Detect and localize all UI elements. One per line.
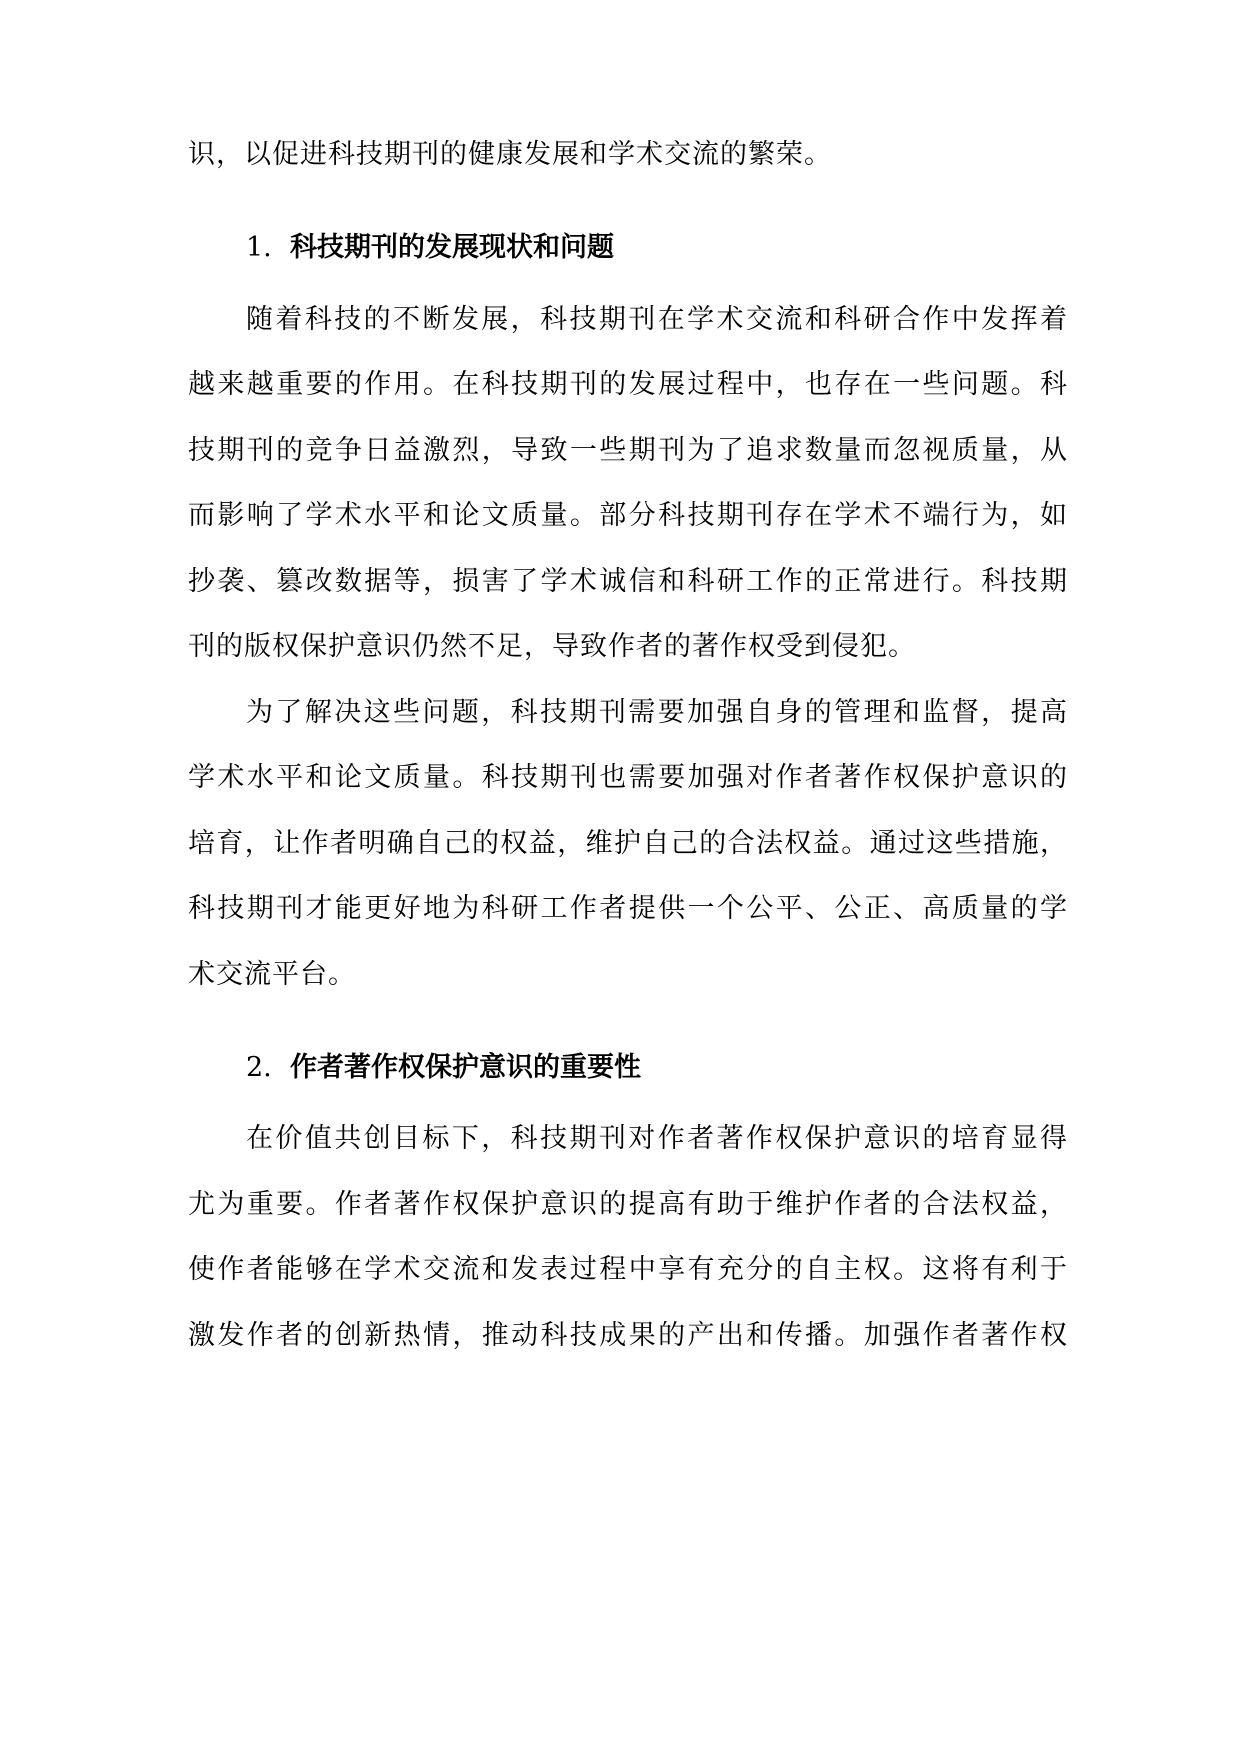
paragraph-line: 科技期刊才能更好地为科研工作者提供一个公平、公正、高质量的学 <box>188 893 1068 924</box>
paragraph-line: 使作者能够在学术交流和发表过程中享有充分的自主权。这将有利于 <box>188 1254 1068 1285</box>
paragraph-line: 识，以促进科技期刊的健康发展和学术交流的繁荣。 <box>188 139 832 170</box>
paragraph-line: 在价值共创目标下，科技期刊对作者著作权保护意识的培育显得 <box>246 1123 1068 1154</box>
paragraph-line: 尤为重要。作者著作权保护意识的提高有助于维护作者的合法权益， <box>188 1189 1068 1220</box>
section-number: 1. <box>246 232 272 263</box>
paragraph-line: 为了解决这些问题，科技期刊需要加强自身的管理和监督，提高 <box>246 697 1068 728</box>
paragraph-line: 培育，让作者明确自己的权益，维护自己的合法权益。通过这些措施， <box>188 828 1068 859</box>
section-number: 2. <box>246 1052 272 1083</box>
paragraph-line: 越来越重要的作用。在科技期刊的发展过程中，也存在一些问题。科 <box>188 369 1068 400</box>
paragraph-line: 刊的版权保护意识仍然不足，导致作者的著作权受到侵犯。 <box>188 631 916 662</box>
section-heading-2 <box>246 1050 641 1086</box>
section-heading-1 <box>246 230 614 266</box>
section-title: 科技期刊的发展现状和问题 <box>290 232 614 263</box>
section-title: 作者著作权保护意识的重要性 <box>290 1052 641 1083</box>
paragraph-line: 学术水平和论文质量。科技期刊也需要加强对作者著作权保护意识的 <box>188 762 1068 793</box>
paragraph-line: 激发作者的创新热情，推动科技成果的产出和传播。加强作者著作权 <box>188 1320 1068 1351</box>
paragraph-line: 术交流平台。 <box>188 959 356 990</box>
paragraph-line: 而影响了学术水平和论文质量。部分科技期刊存在学术不端行为，如 <box>188 500 1068 531</box>
paragraph-line: 技期刊的竞争日益激烈，导致一些期刊为了追求数量而忽视质量，从 <box>188 435 1068 466</box>
paragraph-line: 抄袭、篡改数据等，损害了学术诚信和科研工作的正常进行。科技期 <box>188 566 1068 597</box>
paragraph-line: 随着科技的不断发展，科技期刊在学术交流和科研合作中发挥着 <box>246 304 1068 335</box>
